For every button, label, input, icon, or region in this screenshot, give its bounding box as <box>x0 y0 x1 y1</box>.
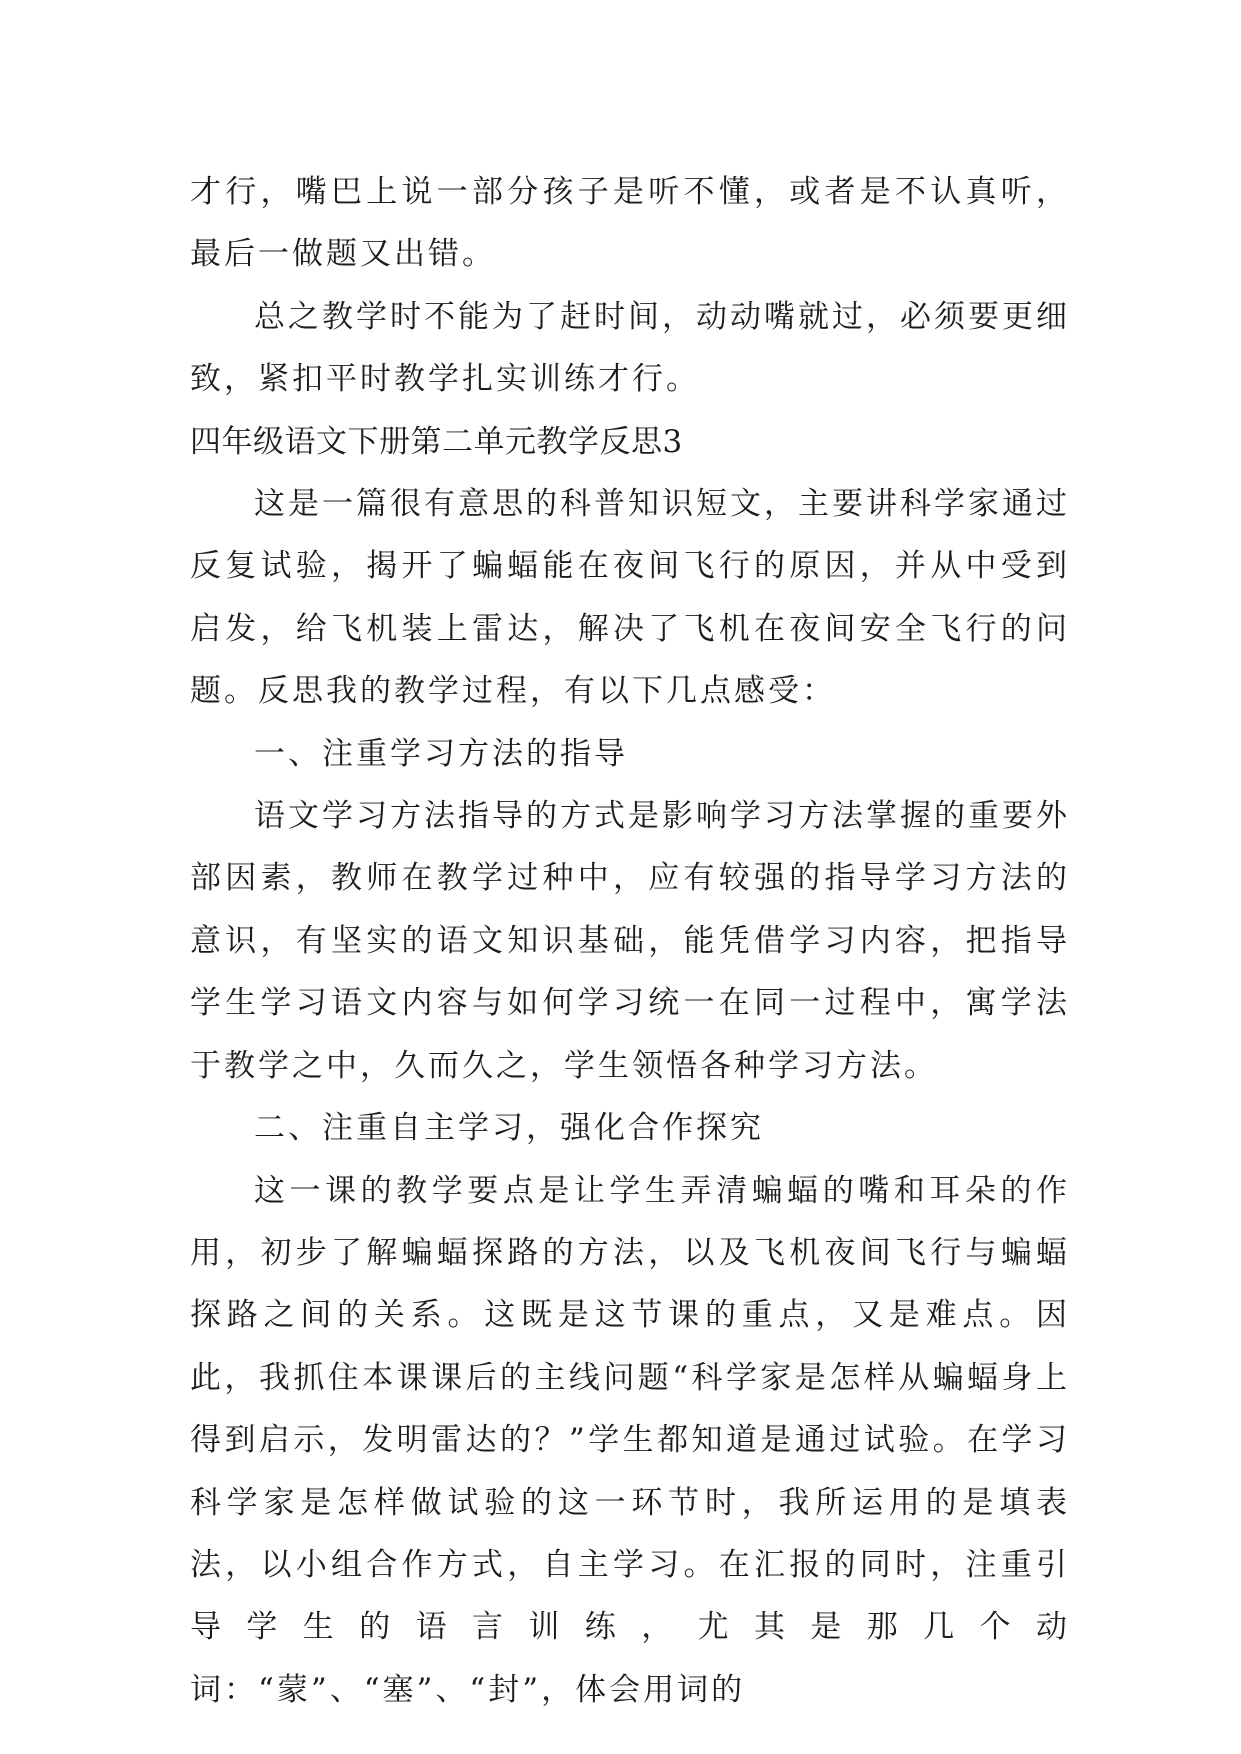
paragraph: 这一课的教学要点是让学生弄清蝙蝠的嘴和耳朵的作用，初步了解蝙蝠探路的方法，以及飞机夜间飞行与蝙蝠探路之间的关系。这既是这节课的重点，又是难点。因此，我抓住本课课后的主线问题“科学家是怎样从蝙蝠身上得到启示，发明雷达的？”学生都知道是通过试验。在学习科学家是怎样做试验的这一环节时，我所运用的是填表法，以小组合作方式，自主学习。在汇报的同时，注重引导学生的语言训练，尤其是那几个动词：“蒙”、“塞”、“封”，体会用词的 <box>190 1172 1070 1708</box>
paragraph: 才行，嘴巴上说一部分孩子是听不懂，或者是不认真听，最后一做题又出错。 <box>190 174 1070 273</box>
paragraph: 这是一篇很有意思的科普知识短文，主要讲科学家通过反复试验，揭开了蝙蝠能在夜间飞行的原因，并从中受到启发，给飞机装上雷达，解决了飞机在夜间安全飞行的问题。反思我的教学过程，有以下几点感受： <box>190 486 1070 710</box>
subheading: 二、注重自主学习，强化合作探究 <box>254 1110 764 1147</box>
section-heading: 四年级语文下册第二单元教学反思3 <box>190 423 683 460</box>
paragraph: 语文学习方法指导的方式是影响学习方法掌握的重要外部因素，教师在教学过种中，应有较强的指导学习方法的意识，有坚实的语文知识基础，能凭借学习内容，把指导学生学习语文内容与如何学习统一在同一过程中，寓学法于教学之中，久而久之，学生领悟各种学习方法。 <box>190 798 1070 1084</box>
paragraph: 总之教学时不能为了赶时间，动动嘴就过，必须要更细致，紧扣平时教学扎实训练才行。 <box>190 298 1070 398</box>
document-body <box>190 161 1070 1721</box>
subheading: 一、注重学习方法的指导 <box>254 735 628 772</box>
